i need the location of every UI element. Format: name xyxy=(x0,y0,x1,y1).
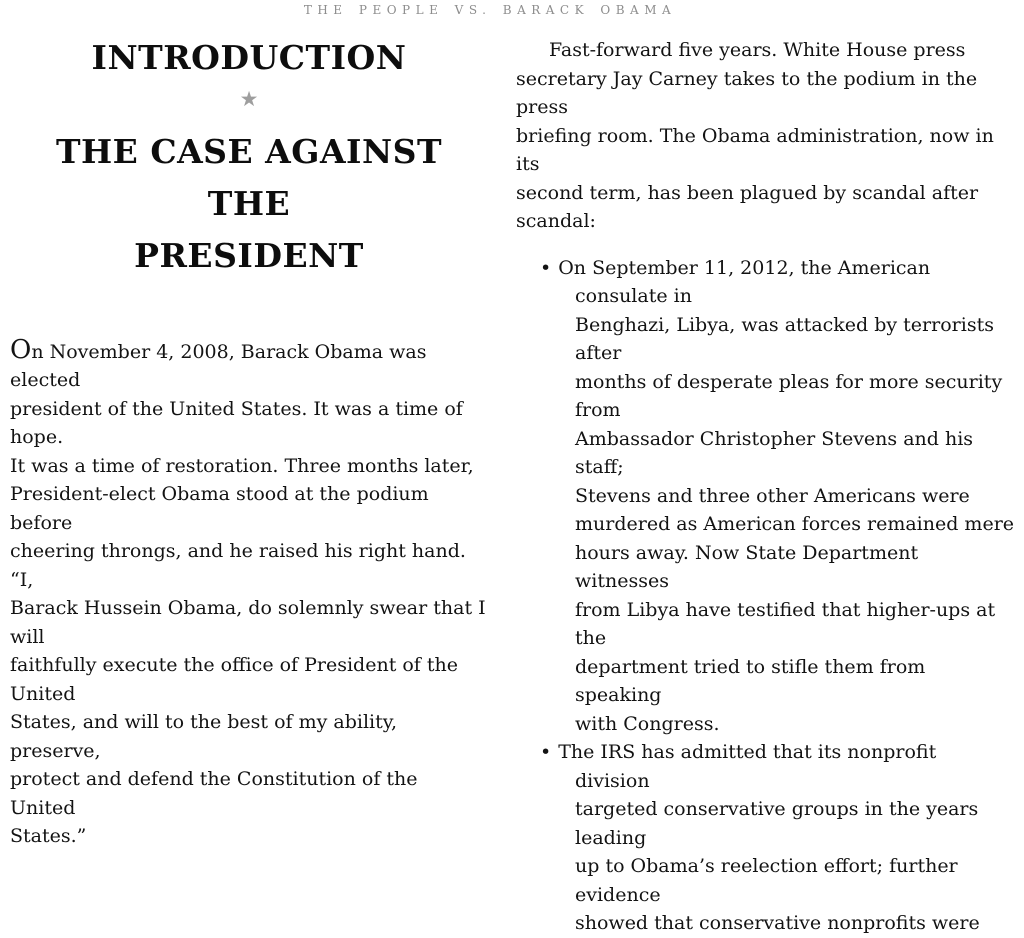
list-item-irs xyxy=(540,738,1016,938)
bullet-marker-icon: • xyxy=(540,256,552,279)
right-page-column xyxy=(516,0,1016,938)
list-item-benghazi xyxy=(540,254,1016,739)
chapter-title: THE CASE AGAINST THE PRESIDENT xyxy=(55,131,443,275)
scandal-list xyxy=(516,254,1016,938)
star-ornament-icon: ★ xyxy=(239,86,259,111)
list-item-irs-text: The IRS has admitted that its nonprofit division targeted conservative groups in the years leading up to Obama’s reelection effort; further evidence showed that conservative nonprofits were xyxy=(558,741,980,934)
left-page-column xyxy=(10,0,488,851)
fast-forward-paragraph: Fast-forward five years. White House press secretary Jay Carney takes to the podium in the press briefing room. The Obama administration, now in its second term, has been plagued by scandal after scandal: xyxy=(516,39,994,232)
bullet-marker-icon: • xyxy=(540,741,552,763)
opening-paragraph xyxy=(10,334,488,851)
opening-paragraph-text: n November 4, 2008, Barack Obama was elected president of the United States. It was a time of hope. It was a time of restoration. Three months later, President-elect Obama stood at the podium before cheering throngs, and he raised his right hand. “I, Barack Hussein Obama, do solemnly swear that I will faithfully execute the office of President of the United States, and will to the best of my ability, preserve, protect and defend the Constitution of the United States.” xyxy=(10,340,486,848)
running-header: THE PEOPLE VS. BARACK OBAMA xyxy=(303,3,677,17)
initial-capital: O xyxy=(10,334,32,365)
chapter-label: INTRODUCTION xyxy=(91,38,407,77)
list-item-benghazi-text: On September 11, 2012, the American consulate in Benghazi, Libya, was attacked by terrorists after months of desperate pleas for more security from Ambassador Christopher Stevens and his staff; Stevens and three other Americans were murdered as American forces remained mere hours away. Now State Department witnesses from Libya have testified that higher-ups at the department tried to stifle them from speaking with Congress. xyxy=(558,256,1015,735)
